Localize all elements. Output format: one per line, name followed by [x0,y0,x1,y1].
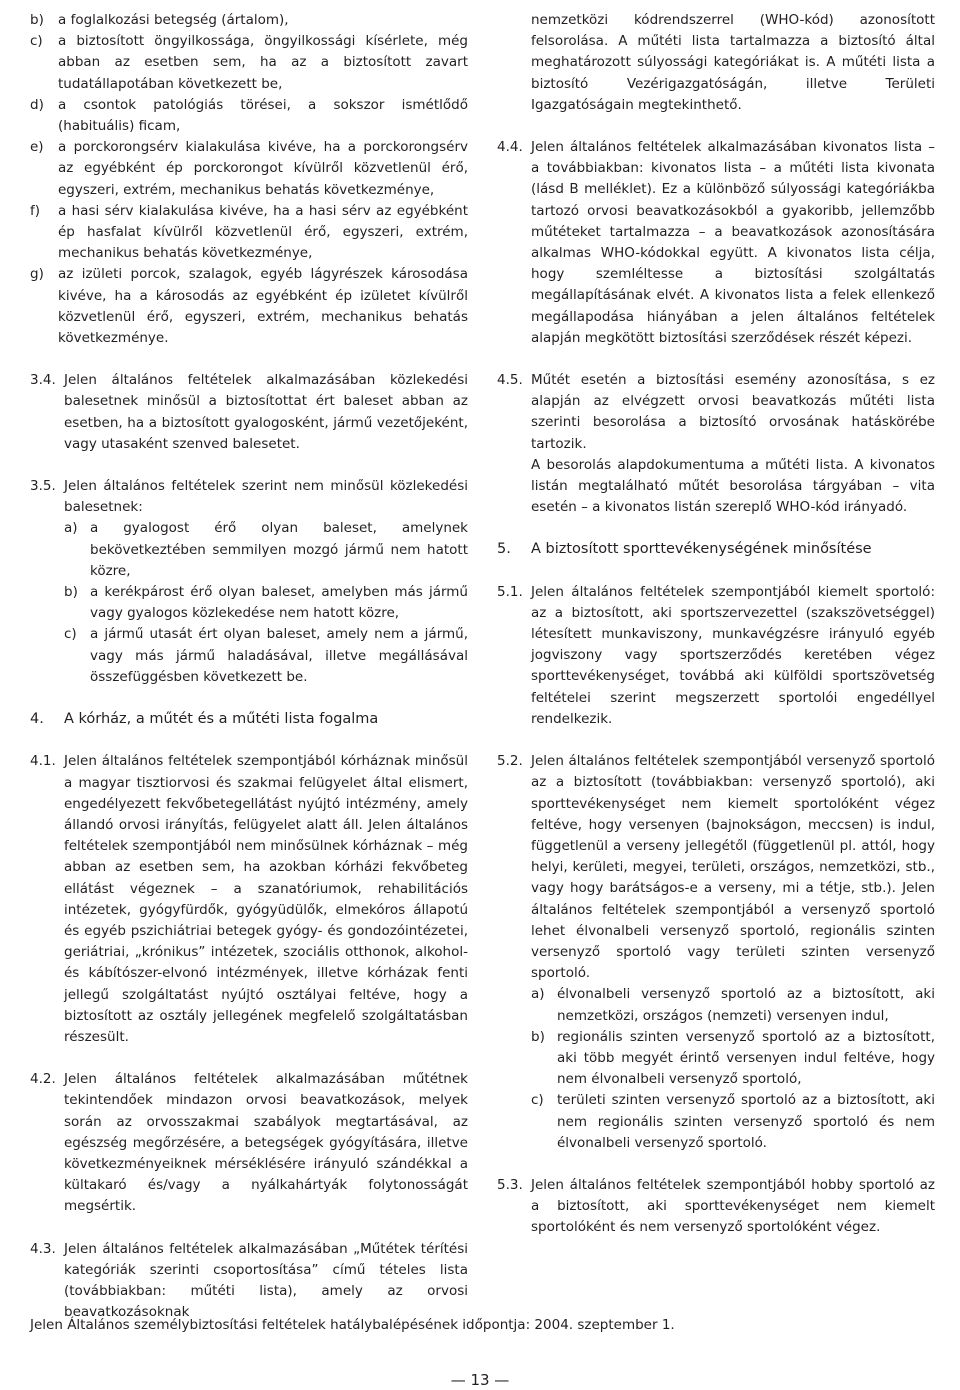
list-item: e) a porckorongsérv kialakulása kivéve, ha a porckorongsérv az egyébként ép porckorongot kívülről közvetlenül érő, egyszeri, extrém, mechanikus behatás következménye, [30,139,468,198]
section-5-3: 5.3. Jelen általános feltételek szempontjából hobby sportoló az a biztosított, aki sporttevékenységet nem kiemelt sportolóként és nem versenyző sportolóként végez. [497,1176,935,1236]
section-4-5-continued: A besorolás alapdokumentuma a műtéti lista. A kivonatos listán megtalálható műtét besorolása tárgyában – vita esetén – a kivonatos listán szereplő WHO-kód irányadó. [531,456,935,516]
list-item: d) a csontok patológiás törései, a sokszor ismétlődő (habituális) ficam, [30,96,468,135]
section-5-2-list [497,984,935,1154]
section-5-2: 5.2. Jelen általános feltételek szempontjából versenyző sportoló az a biztosított (továbbiakban: versenyző sportoló), aki sporttevékenységet nem kiemelt sportolóként végez feltéve, hogy versenyen (bajnokságon, meccsen) is indul, függetlenül a verseny jellegétől (függetlenül pl. attól, hogy helyi, kerületi, megyei, területi, országos, nemzetközi, stb., vagy hogy barátságos-e a verseny, mi a tétje, stb.). Jelen általános feltételek szempontjából a versenyző sportoló lehet élvonalbeli versenyző sportoló, regionális szinten versenyző sportoló vagy területi szinten versenyző sportoló. [497,753,935,982]
section-4-3: 4.3. Jelen általános feltételek alkalmazásában „Műtétek térítési kategóriák szerinti csoportosítása” című tételes lista (továbbiakban: műtéti lista), amely az orvosi beavatkozásoknak [30,1240,468,1321]
section-heading-5: 5. A biztosított sporttevékenységének minősítése [497,541,872,558]
list-item: f) a hasi sérv kialakulása kivéve, ha a hasi sérv az egyébként ép hasfalat kívülről közvetlenül érő, egyszeri, extrém, mechanikus behatás következménye, [30,202,468,262]
section-3-5: 3.5. Jelen általános feltételek szerint nem minősül közlekedési balesetnek: [30,478,468,516]
page-number: — 13 — [450,1371,510,1389]
list-item: b) a foglalkozási betegség (ártalom), [30,12,289,28]
section-4-2: 4.2. Jelen általános feltételek alkalmazásában műtétnek tekintendőek mindazon orvosi beavatkozások, melyek során az orvosszakmai szabályok megtartásával, az egészség megőrzésére, a betegségek gyógyítására, illetve következményeiknek mérséklésére irányuló szándékkal a kültakaró és/vagy a nyálkahártyák folytonosságát megsértik. [30,1071,468,1215]
right-column [497,10,935,1239]
list-item: c) a biztosított öngyilkossága, öngyilkossági kísérlete, még abban az esetben sem, ha az a biztosított zavart tudatállapotában következett be, [30,33,468,92]
section-4-1: 4.1. Jelen általános feltételek szempontjából kórháznak minősül a magyar tisztiorvosi és szakmai felügyelet által elismert, engedélyezett fekvőbetegellátást nyújtó intézmény, amely állandó orvosi irányítás, felügyelet alatt áll. Jelen általános feltételek szempontjából nem minősülnek kórháznak – még abban az esetben sem, ha azokban kórházi fekvőbeteg ellátást végeznek – a szanatóriumok, rehabilitációs intézetek, gyógyfürdők, gyógyüdülők, elmekóros állapotú és egyéb pszichiátriai betegek gyógy- és gondozóintézetei, geriátriai, „krónikus” intézetek, szociális otthonok, alkohol- és kábítószer-elvonó intézmények, illetve kórházak fenti jellegű szolgáltatást nyújtó osztályai feltéve, hogy a biztosított az osztály jellegének megfelelő szolgáltatásban részesült. [30,753,468,1045]
section-5-1: 5.1. Jelen általános feltételek szempontjából kiemelt sportoló: az a biztosított, aki sportszervezettel (szakszövetséggel) létesített munkaviszony, munkavégzésre irányuló egyéb jogviszony vagy sportszerződés keretében végez sporttevékenységet, továbbá aki külföldi sportszövetség feltételei szerint megszerzett sportolói engedéllyel rendelkezik. [497,583,935,727]
section-heading-4: 4. A kórház, a műtét és a műtéti lista fogalma [30,711,379,728]
list-item: b) a kerékpárost érő olyan baleset, amelyben más jármű vagy gyalogos közlekedése nem hatott közre, [64,584,468,622]
section-4-4: 4.4. Jelen általános feltételek alkalmazásában kivonatos lista – a továbbiakban: kivonatos lista – a műtéti lista kivonata (lásd B melléklet). Ez a különböző súlyossági kategóriákba tartozó orvosi beavatkozásokból a gyakoribb, jellemzőbb műtéteket tartalmazza – a beavatkozások azonosítására alkalmas WHO-kódokkal együtt. A kivonatos lista célja, hogy szemléltesse a biztosítási szolgáltatás megállapításának elvét. A kivonatos lista a felek ellenkező megállapodása hiányában a jelen általános feltételek alapján megkötött biztosítási szerződések részét képezi. [497,139,935,346]
list-item: a) élvonalbeli versenyző sportoló az a biztosított, aki nemzetközi, országos (nemzeti) versenyen indul, [531,986,935,1024]
section-3-4: 3.4. Jelen általános feltételek alkalmazásában közlekedési balesetnek minősül a biztosítottat ért baleset abban az esetben, ha a biztosított gyalogosként, jármű vezetőjeként, vagy utasaként szenved balesetet. [30,372,468,452]
list-item: c) területi szinten versenyző sportoló az a biztosított, aki nem regionális szinten versenyző sportoló és nem élvonalbeli versenyző sportoló. [531,1092,935,1151]
effective-date-note: Jelen Általános személybiztosítási feltételek hatálybalépésének időpontja: 2004. szeptember 1. [30,1317,675,1333]
section-4-5: 4.5. Műtét esetén a biztosítási esemény azonosítása, s ez alapján az elvégzett orvosi beavatkozás műtéti lista szerinti besorolása a biztosító orvosának hatáskörébe tartozik. [497,372,935,452]
list-item: c) a jármű utasát ért olyan baleset, amely nem a jármű, vagy más jármű haladásával, illetve megállásával összefüggésben következett be. [64,626,468,685]
section-3-5-list [30,518,468,688]
list-item: g) az izületi porcok, szalagok, egyéb lágyrészek károsodása kivéve, ha a károsodás az egyébként ép izületet kívülről közvetlenül érő, egyszeri, extrém, mechanikus behatás következménye. [30,266,468,347]
left-column [30,10,468,1323]
list-item: a) a gyalogost érő olyan baleset, amelynek bekövetkeztében semmilyen mozgó jármű nem hatott közre, [64,520,468,579]
list-item: b) regionális szinten versenyző sportoló az a biztosított, aki több megyét érintő versenyen indul feltéve, hogy nem élvonalbeli versenyző sportoló, [531,1028,935,1088]
section-4-3-continued: nemzetközi kódrendszerrel (WHO-kód) azonosított felsorolása. A műtéti lista tartalmazza a biztosító által meghatározott súlyossági kategóriákat is. A műtéti lista a biztosító Vezérigazgatóságán, illetve Területi Igazgatóságain megtekinthető. [531,12,935,113]
